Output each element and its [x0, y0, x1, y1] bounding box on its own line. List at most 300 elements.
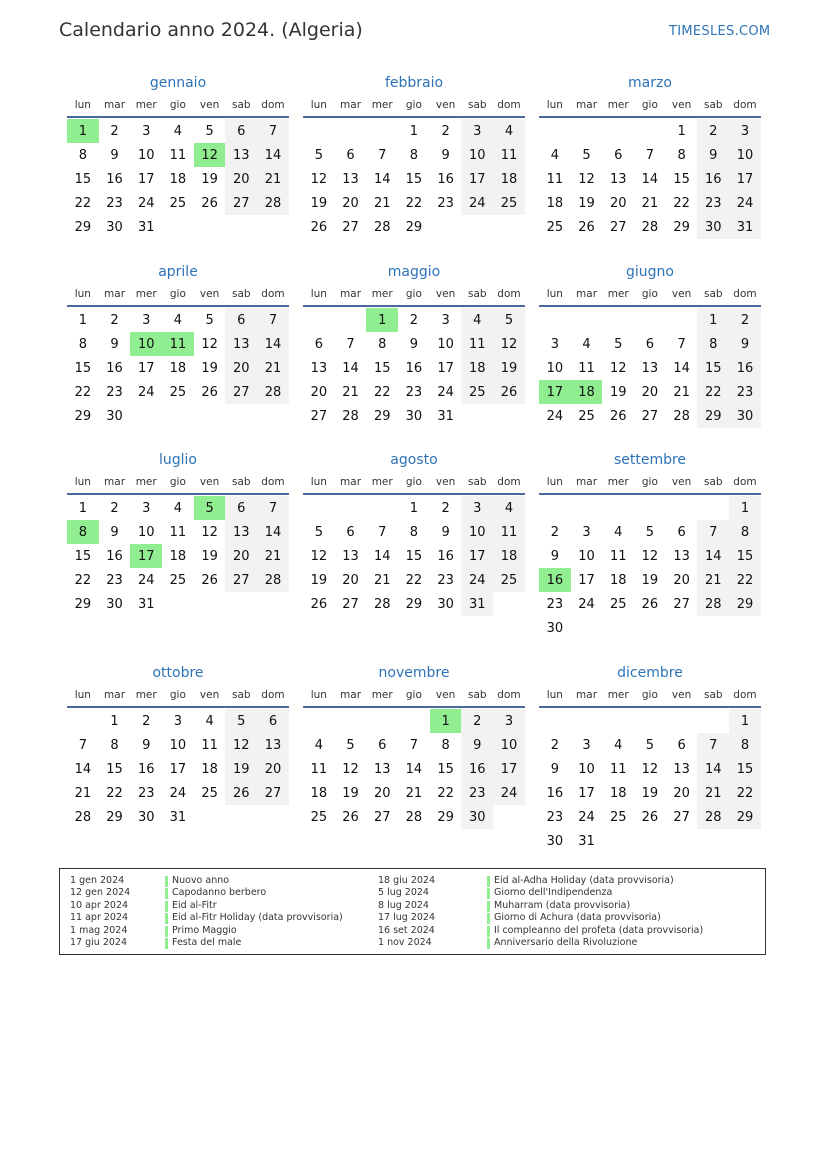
day-cell: 4 [173, 500, 183, 516]
empty-cell [666, 308, 698, 332]
day-cell: 13 [641, 360, 659, 376]
day-cell: 25 [609, 596, 627, 612]
weekday-label: mar [104, 99, 126, 111]
day-cell: 15 [729, 544, 761, 568]
empty-cell [602, 119, 634, 143]
day-cell: 2 [142, 713, 151, 729]
legend-date: 5 lug 2024 [378, 887, 429, 899]
day-cell: 19 [201, 360, 218, 376]
day-cell: 31 [437, 408, 454, 424]
weekday-label: dom [497, 288, 521, 300]
day-cell: 30 [106, 219, 123, 235]
day-cell: 1 [78, 312, 87, 328]
weekday-label: ven [671, 288, 692, 300]
day-cell: 20 [310, 384, 328, 400]
day-cell: 29 [74, 219, 92, 235]
day-cell: 9 [110, 524, 119, 540]
weekday-label: gio [405, 476, 422, 488]
month-settembre [539, 449, 761, 640]
day-cell: 4 [582, 336, 591, 352]
weekday-label: dom [261, 476, 285, 488]
day-cell: 15 [697, 356, 729, 380]
month-name: aprile [158, 264, 198, 280]
weekday-label: mar [340, 689, 362, 701]
empty-cell [602, 496, 634, 520]
day-cell: 13 [310, 360, 328, 376]
day-cell: 3 [582, 524, 591, 540]
weekday-label: mer [371, 689, 393, 701]
day-cell: 6 [257, 709, 289, 733]
day-cell: 17 [493, 757, 525, 781]
day-cell: 11 [461, 332, 493, 356]
day-cell: 2 [461, 709, 493, 733]
holiday-marker [487, 901, 490, 912]
holiday-cell: 5 [194, 496, 226, 520]
weekday-label: dom [733, 99, 757, 111]
weekday-label: mer [371, 99, 393, 111]
day-cell: 24 [461, 568, 493, 592]
brand-link[interactable]: TIMESLES.COM [669, 24, 771, 39]
month-name: novembre [378, 665, 450, 681]
day-cell: 17 [578, 785, 595, 801]
day-cell: 26 [609, 408, 627, 424]
day-cell: 5 [582, 147, 591, 163]
weekday-label: gio [641, 476, 658, 488]
day-cell: 25 [546, 219, 564, 235]
day-cell: 30 [729, 404, 761, 428]
day-cell: 6 [378, 737, 387, 753]
day-cell: 13 [673, 548, 690, 564]
day-cell: 8 [729, 733, 761, 757]
day-cell: 31 [461, 592, 493, 616]
day-cell: 23 [461, 781, 493, 805]
legend-date: 18 giu 2024 [378, 875, 435, 886]
day-cell: 10 [578, 761, 595, 777]
weekday-label: mar [576, 99, 598, 111]
day-cell: 31 [169, 809, 187, 825]
day-grid [67, 308, 289, 428]
weekday-header [303, 471, 525, 495]
day-cell: 28 [673, 408, 690, 424]
day-cell: 2 [441, 123, 450, 139]
day-grid [539, 119, 761, 239]
holiday-cell: 10 [130, 332, 162, 356]
day-cell: 27 [673, 809, 690, 825]
day-grid [539, 496, 761, 640]
day-cell: 8 [677, 147, 686, 163]
day-cell: 10 [546, 360, 564, 376]
empty-cell [666, 709, 698, 733]
day-cell: 2 [409, 312, 419, 328]
day-cell: 14 [257, 143, 289, 167]
day-cell: 20 [373, 785, 391, 801]
weekday-label: mar [340, 476, 362, 488]
day-cell: 20 [673, 572, 690, 588]
day-cell: 19 [201, 548, 218, 564]
day-cell: 7 [697, 733, 729, 757]
day-cell: 14 [373, 171, 391, 187]
day-cell: 25 [169, 572, 187, 588]
day-cell: 23 [405, 384, 423, 400]
day-cell: 17 [461, 544, 493, 568]
day-cell: 17 [437, 360, 454, 376]
weekday-label: gio [641, 99, 658, 111]
day-cell: 26 [641, 596, 659, 612]
month-aprile [67, 261, 289, 428]
day-cell: 3 [142, 500, 151, 516]
day-cell: 25 [578, 408, 595, 424]
day-cell: 14 [641, 171, 659, 187]
day-cell: 23 [729, 380, 761, 404]
day-cell: 18 [546, 195, 564, 211]
weekday-label: ven [671, 99, 692, 111]
holiday-marker [487, 926, 490, 937]
weekday-label: sab [231, 689, 251, 701]
day-cell: 19 [225, 757, 257, 781]
day-cell: 19 [641, 785, 659, 801]
day-cell: 22 [106, 785, 123, 801]
day-cell: 20 [609, 195, 627, 211]
legend-date: 17 giu 2024 [70, 936, 127, 948]
day-cell: 14 [405, 761, 423, 777]
day-cell: 8 [78, 147, 87, 163]
day-cell: 14 [74, 761, 92, 777]
day-cell: 19 [201, 171, 218, 187]
day-cell: 14 [257, 520, 289, 544]
day-cell: 2 [729, 308, 761, 332]
empty-cell [539, 119, 571, 143]
day-cell: 8 [729, 520, 761, 544]
day-cell: 30 [546, 833, 564, 849]
day-cell: 9 [441, 524, 450, 540]
day-cell: 29 [729, 592, 761, 616]
day-cell: 9 [142, 737, 151, 753]
day-cell: 29 [697, 404, 729, 428]
weekday-label: mar [576, 689, 598, 701]
day-cell: 6 [225, 119, 257, 143]
day-cell: 7 [346, 336, 355, 352]
weekday-label: mer [607, 476, 629, 488]
day-cell: 27 [373, 809, 391, 825]
day-cell: 10 [137, 147, 155, 163]
day-cell: 9 [461, 733, 493, 757]
empty-cell [335, 496, 367, 520]
weekday-label: ven [199, 476, 220, 488]
weekday-label: mer [607, 288, 629, 300]
day-cell: 22 [729, 568, 761, 592]
day-cell: 15 [729, 757, 761, 781]
day-cell: 9 [550, 548, 559, 564]
day-cell: 23 [437, 195, 454, 211]
day-cell: 3 [173, 713, 183, 729]
holiday-cell: 11 [162, 332, 194, 356]
legend-holiday-name: Primo Maggio [172, 924, 237, 936]
day-cell: 11 [201, 737, 218, 753]
weekday-label: mer [371, 288, 393, 300]
day-cell: 31 [137, 219, 155, 235]
day-cell: 16 [437, 548, 454, 564]
weekday-label: lun [546, 288, 563, 300]
day-cell: 6 [645, 336, 655, 352]
weekday-label: mer [135, 99, 157, 111]
weekday-header [303, 283, 525, 307]
holiday-marker [487, 876, 490, 887]
empty-cell [602, 709, 634, 733]
weekday-header [539, 94, 761, 118]
day-cell: 14 [257, 332, 289, 356]
day-cell: 10 [493, 733, 525, 757]
day-cell: 5 [225, 709, 257, 733]
day-cell: 5 [493, 308, 525, 332]
weekday-label: sab [703, 689, 723, 701]
day-cell: 2 [110, 500, 119, 516]
day-cell: 11 [493, 520, 525, 544]
empty-cell [602, 308, 634, 332]
weekday-label: gio [641, 288, 658, 300]
day-cell: 22 [405, 572, 423, 588]
day-cell: 26 [493, 380, 525, 404]
day-cell: 13 [257, 733, 289, 757]
day-cell: 16 [729, 356, 761, 380]
holiday-cell: 1 [366, 308, 398, 332]
day-cell: 23 [106, 195, 123, 211]
legend-date: 8 lug 2024 [378, 899, 429, 911]
day-grid [303, 308, 525, 428]
month-febbraio [303, 72, 525, 239]
day-cell: 4 [461, 308, 493, 332]
day-cell: 28 [373, 596, 391, 612]
day-cell: 1 [729, 496, 761, 520]
empty-cell [634, 496, 666, 520]
weekday-label: dom [261, 689, 285, 701]
day-cell: 11 [169, 524, 187, 540]
day-cell: 19 [609, 384, 627, 400]
day-cell: 27 [673, 596, 690, 612]
weekday-header [303, 684, 525, 708]
weekday-label: lun [310, 99, 327, 111]
day-cell: 13 [225, 332, 257, 356]
empty-cell [571, 119, 603, 143]
weekday-label: lun [546, 476, 563, 488]
day-cell: 30 [106, 408, 123, 424]
day-cell: 8 [110, 737, 119, 753]
day-cell: 6 [225, 308, 257, 332]
weekday-label: gio [169, 288, 186, 300]
holiday-cell: 17 [539, 380, 571, 404]
empty-cell [303, 709, 335, 733]
day-cell: 13 [609, 171, 627, 187]
weekday-header [539, 684, 761, 708]
day-cell: 26 [201, 572, 218, 588]
empty-cell [366, 496, 398, 520]
day-cell: 8 [441, 737, 450, 753]
day-cell: 16 [106, 360, 123, 376]
day-cell: 29 [405, 219, 423, 235]
day-cell: 24 [461, 191, 493, 215]
day-cell: 28 [257, 191, 289, 215]
legend-holiday-name: Anniversario della Rivoluzione [494, 936, 638, 948]
empty-cell [571, 496, 603, 520]
day-cell: 9 [409, 336, 419, 352]
day-cell: 21 [697, 568, 729, 592]
day-cell: 18 [461, 356, 493, 380]
day-cell: 10 [729, 143, 761, 167]
day-cell: 12 [201, 336, 218, 352]
legend-holiday-name: Giorno di Achura (data provvisoria) [494, 912, 661, 924]
weekday-label: sab [703, 99, 723, 111]
day-cell: 9 [441, 147, 450, 163]
day-cell: 22 [673, 195, 690, 211]
day-cell: 16 [106, 171, 123, 187]
day-cell: 15 [74, 171, 92, 187]
day-cell: 23 [106, 384, 123, 400]
weekday-label: mer [135, 689, 157, 701]
day-cell: 16 [697, 167, 729, 191]
day-cell: 8 [78, 336, 87, 352]
legend-date: 12 gen 2024 [70, 887, 131, 899]
day-cell: 5 [314, 524, 323, 540]
day-cell: 4 [550, 147, 559, 163]
legend-holiday-name: Festa del male [172, 936, 242, 948]
day-cell: 18 [310, 785, 328, 801]
day-cell: 28 [405, 809, 423, 825]
day-cell: 11 [310, 761, 328, 777]
empty-cell [634, 119, 666, 143]
day-cell: 6 [677, 737, 686, 753]
day-cell: 24 [437, 384, 454, 400]
day-cell: 18 [609, 572, 627, 588]
day-cell: 19 [310, 195, 328, 211]
day-cell: 18 [169, 171, 187, 187]
day-cell: 18 [493, 544, 525, 568]
day-cell: 17 [461, 167, 493, 191]
day-cell: 10 [461, 143, 493, 167]
weekday-label: sab [467, 476, 487, 488]
day-cell: 21 [673, 384, 690, 400]
day-cell: 6 [314, 336, 323, 352]
day-cell: 11 [169, 147, 187, 163]
day-cell: 1 [110, 713, 119, 729]
day-cell: 23 [697, 191, 729, 215]
day-cell: 29 [106, 809, 123, 825]
day-cell: 17 [137, 171, 155, 187]
day-cell: 22 [74, 195, 92, 211]
day-cell: 11 [578, 360, 595, 376]
day-cell: 21 [257, 544, 289, 568]
weekday-label: mar [104, 288, 126, 300]
month-dicembre [539, 662, 761, 853]
day-cell: 19 [493, 356, 525, 380]
day-cell: 12 [641, 548, 659, 564]
weekday-label: dom [497, 99, 521, 111]
weekday-label: gio [169, 476, 186, 488]
day-cell: 8 [697, 332, 729, 356]
day-cell: 19 [310, 572, 328, 588]
day-cell: 1 [409, 123, 419, 139]
day-cell: 8 [409, 147, 419, 163]
day-cell: 13 [225, 143, 257, 167]
day-cell: 31 [729, 215, 761, 239]
weekday-label: lun [310, 689, 327, 701]
weekday-label: ven [671, 476, 692, 488]
day-cell: 4 [205, 713, 214, 729]
day-cell: 4 [614, 737, 623, 753]
day-cell: 6 [346, 524, 355, 540]
day-cell: 11 [493, 143, 525, 167]
day-cell: 2 [110, 312, 119, 328]
day-cell: 30 [137, 809, 155, 825]
day-cell: 21 [74, 785, 92, 801]
day-cell: 1 [677, 123, 686, 139]
day-cell: 14 [697, 544, 729, 568]
day-cell: 7 [257, 496, 289, 520]
weekday-label: sab [231, 476, 251, 488]
day-cell: 5 [346, 737, 355, 753]
month-name: agosto [390, 452, 438, 468]
month-name: giugno [626, 264, 674, 280]
day-cell: 17 [169, 761, 187, 777]
day-cell: 9 [110, 336, 119, 352]
holiday-cell: 16 [539, 568, 571, 592]
weekday-header [539, 283, 761, 307]
day-cell: 29 [405, 596, 423, 612]
day-grid [539, 709, 761, 853]
day-cell: 3 [582, 737, 591, 753]
day-cell: 10 [437, 336, 454, 352]
day-cell: 29 [74, 596, 92, 612]
day-cell: 22 [697, 380, 729, 404]
day-cell: 20 [641, 384, 659, 400]
day-cell: 5 [205, 123, 214, 139]
day-cell: 20 [225, 544, 257, 568]
day-cell: 10 [578, 548, 595, 564]
day-cell: 28 [697, 592, 729, 616]
legend-date: 1 gen 2024 [70, 875, 125, 886]
day-cell: 1 [697, 308, 729, 332]
month-name: maggio [387, 264, 441, 280]
day-cell: 20 [673, 785, 690, 801]
weekday-label: lun [546, 689, 563, 701]
day-cell: 24 [578, 809, 595, 825]
legend-date: 1 mag 2024 [70, 924, 128, 936]
weekday-label: mar [104, 476, 126, 488]
day-cell: 5 [314, 147, 323, 163]
day-cell: 16 [437, 171, 454, 187]
day-grid [67, 119, 289, 239]
weekday-label: gio [405, 288, 422, 300]
empty-cell [67, 709, 99, 733]
day-cell: 28 [257, 380, 289, 404]
holiday-marker [487, 913, 490, 924]
day-cell: 17 [729, 167, 761, 191]
day-cell: 6 [614, 147, 623, 163]
month-name: settembre [613, 452, 687, 468]
day-cell: 23 [546, 809, 564, 825]
empty-cell [697, 496, 729, 520]
month-novembre [303, 662, 525, 829]
empty-cell [697, 709, 729, 733]
day-cell: 16 [546, 785, 564, 801]
weekday-header [303, 94, 525, 118]
day-cell: 12 [641, 761, 659, 777]
empty-cell [366, 119, 398, 143]
day-cell: 11 [609, 761, 627, 777]
day-cell: 15 [405, 171, 423, 187]
day-cell: 15 [673, 171, 690, 187]
day-cell: 30 [437, 596, 454, 612]
day-cell: 15 [437, 761, 454, 777]
day-cell: 4 [493, 119, 525, 143]
